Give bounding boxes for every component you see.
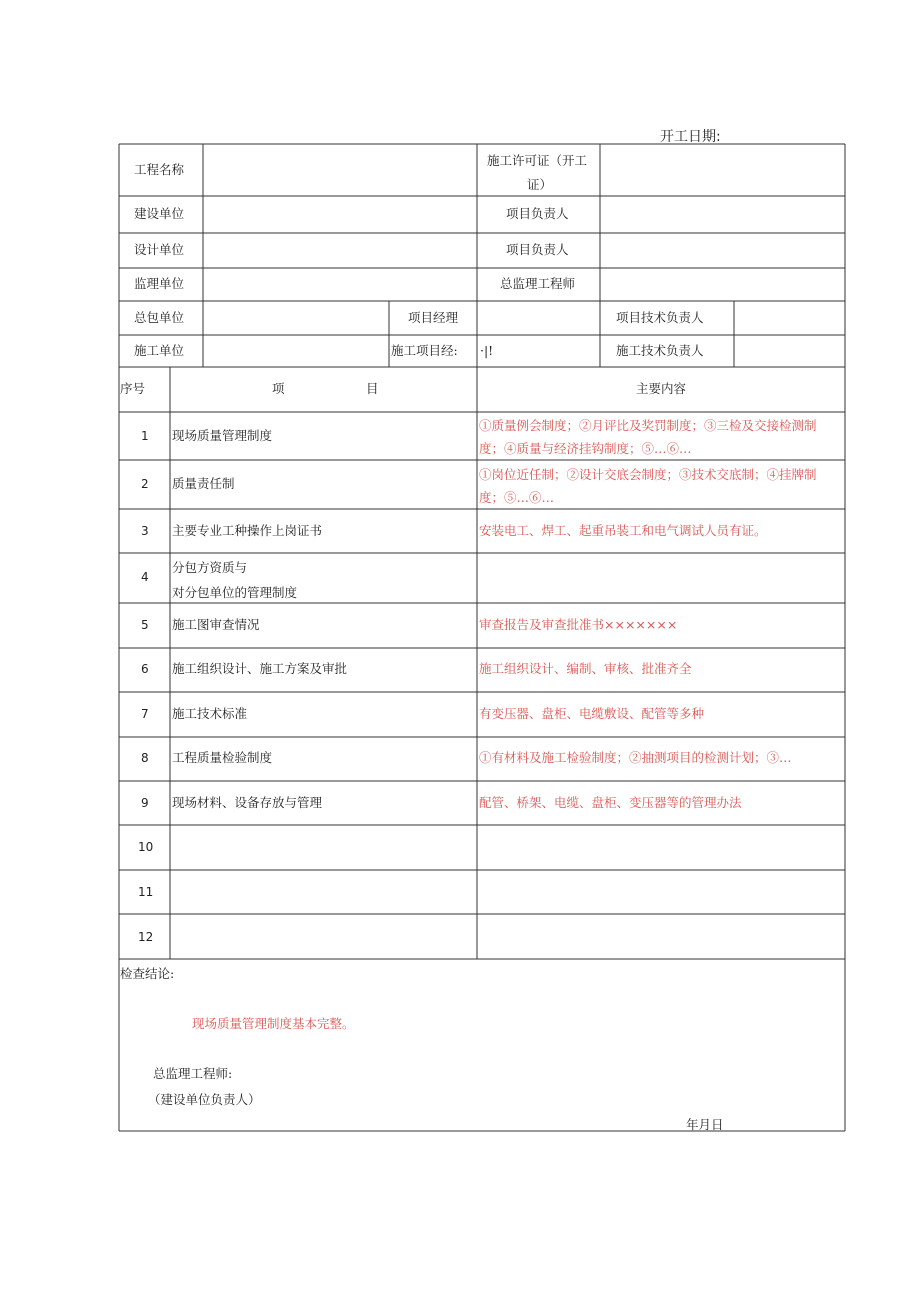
owner-pm-label: 项目负责人 (506, 206, 569, 221)
chief-supervisor-label: 总监理工程师 (500, 276, 576, 291)
row-8-no: 8 (141, 751, 149, 765)
row-12-item[interactable] (171, 915, 476, 958)
row-2-content-line1[interactable]: ①岗位近任制；②设计交底会制度；③技术交底制；④挂牌制 (479, 467, 817, 482)
row-1-content-line1[interactable]: ①质量例会制度；②月评比及奖罚制度；③三检及交接检测制 (479, 418, 817, 433)
start-date-label: 开工日期: (660, 129, 721, 145)
construction-tech-value[interactable] (735, 336, 844, 366)
row-5-no: 5 (141, 618, 149, 632)
owner-pm-value[interactable] (601, 197, 844, 232)
construction-manager-label: 施工项目经: (391, 343, 458, 358)
row-12-no: 12 (138, 930, 154, 944)
row-3-item: 主要专业工种操作上岗证书 (172, 523, 323, 538)
construction-manager-value[interactable]: ·|! (480, 343, 494, 358)
row-3-no: 3 (141, 524, 149, 538)
permit-label-line2: 证） (527, 177, 553, 192)
row-4-item-line1: 分包方资质与 (172, 560, 248, 575)
row-3-content[interactable]: 安装电工、焊工、起重吊装工和电气调试人员有证。 (479, 523, 767, 538)
row-4-content[interactable] (478, 554, 844, 602)
row-6-content[interactable]: 施工组织设计、编制、审核、批准齐全 (479, 661, 692, 676)
row-10-item[interactable] (171, 826, 476, 869)
col-header-item-1: 项 (272, 381, 285, 396)
owner-unit-value[interactable] (204, 197, 476, 232)
row-1-content-line2[interactable]: 度；④质量与经济挂钩制度；⑤…⑥… (479, 441, 692, 456)
gc-tech-value[interactable] (735, 302, 844, 334)
conclusion-label: 检查结论: (120, 966, 175, 981)
row-10-no: 10 (138, 840, 154, 854)
row-1-no: 1 (141, 429, 149, 443)
owner-unit-label: 建设单位 (134, 206, 185, 221)
row-12-content[interactable] (478, 915, 844, 958)
row-7-no: 7 (141, 707, 149, 721)
design-pm-value[interactable] (601, 234, 844, 267)
chief-supervisor-value[interactable] (601, 269, 844, 300)
construction-unit-value[interactable] (204, 336, 388, 366)
project-name-value[interactable] (204, 145, 476, 195)
owner-sign-label: （建设单位负责人） (148, 1092, 261, 1107)
row-2-content-line2[interactable]: 度；⑤…⑥… (479, 490, 555, 505)
design-unit-label: 设计单位 (134, 242, 185, 257)
construction-unit-label: 施工单位 (134, 343, 185, 358)
row-2-item: 质量责任制 (172, 476, 235, 491)
row-6-no: 6 (141, 662, 149, 676)
col-header-content: 主要内容 (636, 381, 687, 396)
row-9-content[interactable]: 配管、桥架、电缆、盘柜、变压器等的管理办法 (479, 795, 742, 810)
permit-label-line1: 施工许可证（开工 (487, 153, 588, 168)
row-9-no: 9 (141, 796, 149, 810)
row-8-item: 工程质量检验制度 (172, 750, 273, 765)
design-unit-value[interactable] (204, 234, 476, 267)
row-10-content[interactable] (478, 826, 844, 869)
row-5-content[interactable]: 审查报告及审查批准书××××××× (479, 617, 678, 632)
supervision-unit-value[interactable] (204, 269, 476, 300)
gc-manager-value[interactable] (478, 302, 599, 334)
gc-manager-label: 项目经理 (408, 310, 459, 325)
col-header-item-2: 目 (366, 381, 379, 396)
row-11-item[interactable] (171, 871, 476, 913)
general-contractor-value[interactable] (204, 302, 388, 334)
row-8-content[interactable]: ①有材料及施工检验制度；②抽测项目的检测计划；③… (479, 750, 792, 765)
general-contractor-label: 总包单位 (134, 310, 185, 325)
supervision-unit-label: 监理单位 (134, 276, 185, 291)
row-5-item: 施工图审查情况 (172, 617, 260, 632)
sign-date-label: 年月日 (686, 1117, 724, 1132)
permit-value[interactable] (601, 145, 844, 195)
row-11-no: 11 (138, 885, 154, 899)
row-7-item: 施工技术标准 (172, 706, 248, 721)
row-7-content[interactable]: 有变压器、盘柜、电缆敷设、配管等多种 (479, 706, 705, 721)
row-6-item: 施工组织设计、施工方案及审批 (172, 661, 348, 676)
construction-tech-label: 施工技术负责人 (616, 343, 704, 358)
design-pm-label: 项目负责人 (506, 242, 569, 257)
col-header-no: 序号 (120, 381, 146, 396)
project-name-label: 工程名称 (134, 162, 185, 177)
row-9-item: 现场材料、设备存放与管理 (172, 795, 323, 810)
conclusion-text[interactable]: 现场质量管理制度基本完整。 (192, 1016, 355, 1031)
row-4-item-line2: 对分包单位的管理制度 (172, 585, 298, 600)
row-4-no: 4 (141, 570, 149, 584)
row-11-content[interactable] (478, 871, 844, 913)
chief-supervisor-sign-label: 总监理工程师: (153, 1066, 233, 1081)
gc-tech-label: 项目技术负责人 (616, 310, 704, 325)
row-1-item: 现场质量管理制度 (172, 428, 273, 443)
row-2-no: 2 (141, 477, 149, 491)
